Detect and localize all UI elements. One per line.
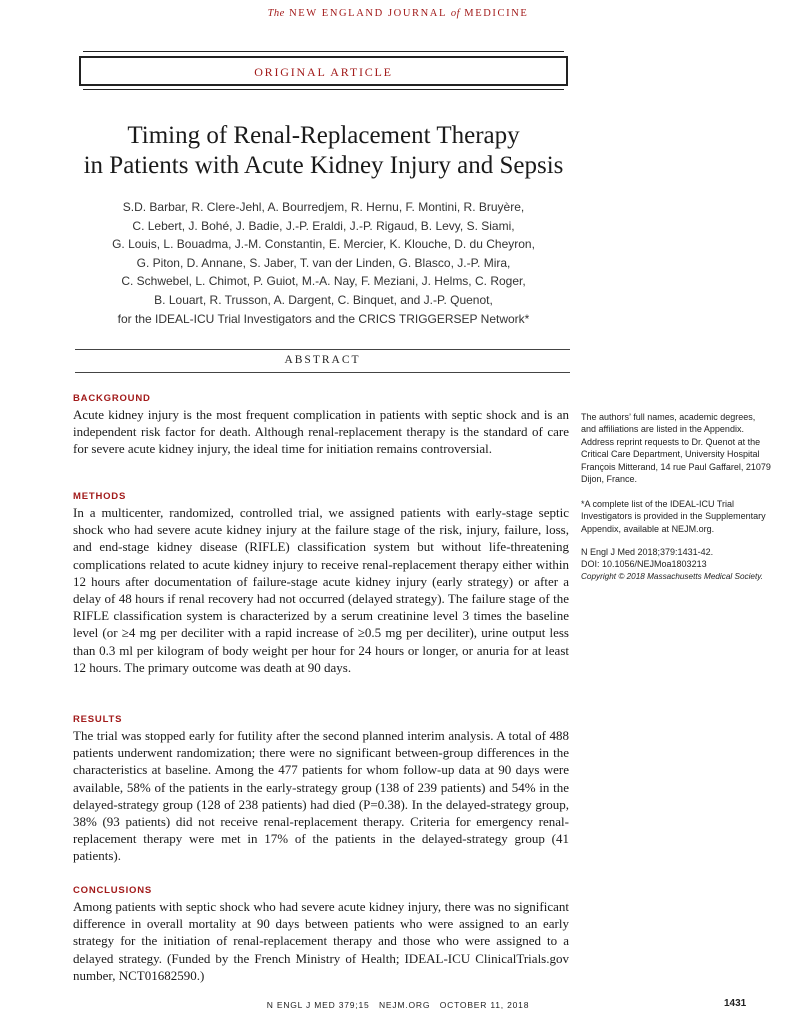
author-line: C. Lebert, J. Bohé, J. Badie, J.-P. Eraldi, J.-P. Rigaud, B. Levy, S. Siami, (132, 218, 515, 233)
journal-citation: N Engl J Med 2018;379:1431-42. (581, 547, 714, 557)
author-line: S.D. Barbar, R. Clere-Jehl, A. Bourredjem, R. Hernu, F. Montini, R. Bruyère, (122, 200, 525, 214)
sidebar-affiliations (581, 411, 771, 485)
author-line: for the IDEAL-ICU Trial Investigators and the CRICS TRIGGERSEP Network* (117, 311, 530, 326)
masthead-name-2: MEDICINE (464, 8, 529, 19)
conclusions-section (73, 885, 569, 984)
page-number: 1431 (724, 998, 747, 1009)
article-title (40, 121, 607, 181)
author-line: G. Louis, L. Bouadma, J.-M. Constantin, E. Mercier, K. Klouche, D. du Cheyron, (112, 237, 535, 252)
results-heading: RESULTS (73, 714, 123, 725)
background-section (73, 393, 569, 458)
results-text: The trial was stopped early for futility after the second planned interim analysis. A total of 488 patients underwent randomization; there were no significant between-group differences in the characteristics at baseline. Among the 477 patients for whom follow-up data at 90 days were available, 58% of the patients in the early-strategy group (138 of 239 patients) and 54% in the delayed-strategy group (128 of 238 patients) had died (P=0.38). In the delayed-strategy group, 38% (93 patients) did not receive renal-replacement therapy. Criteria for emergency renal-replacement therapy were met in 17% of the patients in the delayed-strategy group (41 patients). (73, 728, 569, 864)
page-footer: N ENGL J MED 379;15 NEJM.ORG OCTOBER 11, 2018 (266, 1000, 530, 1010)
affiliations-note: The authors’ full names, academic degrees, and affiliations are listed in the Appendix. Address reprint requests to Dr. Quenot at the Critical Care Department, University Hospital François Mitterand, 14 rue Paul Gaffarel, 21079 Dijon, France. (581, 412, 771, 485)
title-line-1: Timing of Renal-Replacement Therapy (127, 122, 520, 149)
article-type: ORIGINAL ARTICLE (254, 65, 393, 79)
author-line: G. Piton, D. Annane, S. Jaber, T. van der Linden, G. Blasco, J.-P. Mira, (136, 255, 511, 270)
investigators-footnote: *A complete list of the IDEAL-ICU Trial Investigators is provided in the Supplementary Appendix, available at NEJM.org. (581, 499, 766, 534)
masthead-of: of (450, 8, 461, 19)
methods-heading: METHODS (73, 491, 127, 502)
methods-section (73, 491, 569, 676)
masthead-name-1: NEW ENGLAND JOURNAL (289, 8, 447, 19)
author-line: C. Schwebel, L. Chimot, P. Guiot, M.-A. Nay, F. Meziani, J. Helms, C. Roger, (121, 274, 526, 289)
masthead-the: The (267, 8, 285, 19)
doi: DOI: 10.1056/NEJMoa1803213 (581, 559, 707, 570)
abstract-label: ABSTRACT (284, 354, 361, 366)
methods-text: In a multicenter, randomized, controlled trial, we assigned patients with early-stage septic shock who had severe acute kidney injury at the failure stage of the risk, injury, failure, loss, and end-stage kidney disease (RIFLE) classification system but without life-threatening complications related to acute kidney injury to receive renal-replacement therapy either within 12 hours after documentation of failure-stage acute kidney injury (early strategy) or after a delay of 48 hours if renal recovery had not occurred (delayed strategy). The failure stage of the RIFLE classification system is characterized by a serum creatinine level 3 times the baseline level (or ≥4 mg per deciliter with a rapid increase of ≥0.5 mg per deciliter), urine output less than 0.3 ml per kilogram of body weight per hour for 24 hours or longer, or anuria for at least 12 hours. The primary outcome was death at 90 days. (73, 505, 569, 675)
author-list (40, 198, 607, 328)
results-section (73, 714, 569, 865)
journal-masthead (0, 8, 796, 19)
copyright-notice: Copyright © 2018 Massachusetts Medical Society. (581, 571, 763, 581)
article-type-box (79, 56, 568, 86)
background-text: Acute kidney injury is the most frequent complication in patients with septic shock and is an independent risk factor for death. Although renal-replacement therapy is the standard of care for severe acute kidney injury, the ideal time for initiation remains controversial. (73, 407, 569, 457)
abstract-banner (75, 349, 570, 373)
author-line: B. Louart, R. Trusson, A. Dargent, C. Binquet, and J.-P. Quenot, (154, 292, 493, 307)
sidebar-citation (581, 546, 771, 583)
conclusions-text: Among patients with septic shock who had severe acute kidney injury, there was no significant difference in overall mortality at 90 days between patients who were assigned to an early strategy for the initiation of renal-replacement therapy and those who were assigned to a delayed strategy. (Funded by the French Ministry of Health; IDEAL-ICU ClinicalTrials.gov number, NCT01682590.) (73, 899, 569, 983)
background-heading: BACKGROUND (73, 393, 151, 404)
conclusions-heading: CONCLUSIONS (73, 885, 152, 896)
title-line-2: in Patients with Acute Kidney Injury and Sepsis (83, 152, 564, 179)
sidebar-footnote (581, 498, 771, 535)
